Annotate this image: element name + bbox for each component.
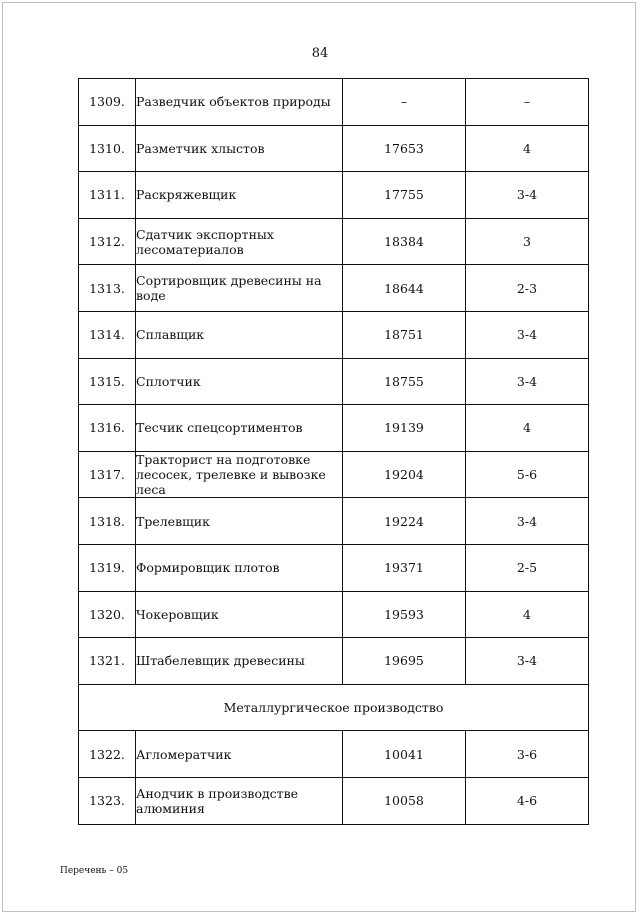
profession-name: Сдатчик экспортных лесоматериалов xyxy=(136,218,343,265)
profession-code: 18755 xyxy=(343,358,466,405)
profession-code: 19695 xyxy=(343,638,466,685)
page-number: 84 xyxy=(311,46,329,61)
table-row xyxy=(79,405,589,452)
grade-range: 4-6 xyxy=(466,777,589,824)
footer-label: Перечень – 05 xyxy=(60,866,129,876)
grade-range: 4 xyxy=(466,405,589,452)
profession-code: 17755 xyxy=(343,172,466,219)
section-row xyxy=(79,684,589,731)
profession-name: Трелевщик xyxy=(136,498,343,545)
grade-range: 3-4 xyxy=(466,172,589,219)
table-row xyxy=(79,358,589,405)
row-number: 1318. xyxy=(79,498,136,545)
profession-name: Формировщик плотов xyxy=(136,544,343,591)
grade-range: 3-4 xyxy=(466,498,589,545)
table-row xyxy=(79,218,589,265)
profession-code: 10041 xyxy=(343,731,466,778)
row-number: 1310. xyxy=(79,125,136,172)
table-row xyxy=(79,498,589,545)
profession-table xyxy=(78,78,589,825)
section-title: Металлургическое производство xyxy=(79,684,589,731)
profession-name: Разметчик хлыстов xyxy=(136,125,343,172)
table-row xyxy=(79,311,589,358)
grade-range: – xyxy=(466,79,589,126)
profession-code: – xyxy=(343,79,466,126)
row-number: 1314. xyxy=(79,311,136,358)
grade-range: 2-3 xyxy=(466,265,589,312)
profession-name: Тесчик спецсортиментов xyxy=(136,405,343,452)
grade-range: 3-4 xyxy=(466,638,589,685)
row-number: 1312. xyxy=(79,218,136,265)
grade-range: 3-6 xyxy=(466,731,589,778)
profession-code: 19224 xyxy=(343,498,466,545)
grade-range: 4 xyxy=(466,125,589,172)
table-row xyxy=(79,79,589,126)
grade-range: 3-4 xyxy=(466,311,589,358)
row-number: 1316. xyxy=(79,405,136,452)
row-number: 1322. xyxy=(79,731,136,778)
profession-name: Тракторист на подготовке лесосек, трелевке и вывозке леса xyxy=(136,451,343,498)
profession-code: 10058 xyxy=(343,777,466,824)
profession-name: Агломератчик xyxy=(136,731,343,778)
table-row xyxy=(79,125,589,172)
profession-code: 19371 xyxy=(343,544,466,591)
profession-name: Разведчик объектов природы xyxy=(136,79,343,126)
grade-range: 2-5 xyxy=(466,544,589,591)
profession-code: 18384 xyxy=(343,218,466,265)
grade-range: 4 xyxy=(466,591,589,638)
row-number: 1323. xyxy=(79,777,136,824)
row-number: 1315. xyxy=(79,358,136,405)
profession-code: 19204 xyxy=(343,451,466,498)
table-row xyxy=(79,638,589,685)
profession-code: 19593 xyxy=(343,591,466,638)
row-number: 1321. xyxy=(79,638,136,685)
table-row xyxy=(79,265,589,312)
profession-code: 19139 xyxy=(343,405,466,452)
table-row xyxy=(79,731,589,778)
table-row xyxy=(79,544,589,591)
profession-name: Штабелевщик древесины xyxy=(136,638,343,685)
row-number: 1309. xyxy=(79,79,136,126)
profession-code: 17653 xyxy=(343,125,466,172)
table-row xyxy=(79,451,589,498)
table-row xyxy=(79,172,589,219)
grade-range: 3 xyxy=(466,218,589,265)
table-row xyxy=(79,777,589,824)
profession-code: 18751 xyxy=(343,311,466,358)
table-row xyxy=(79,591,589,638)
row-number: 1311. xyxy=(79,172,136,219)
profession-name: Сплотчик xyxy=(136,358,343,405)
grade-range: 5-6 xyxy=(466,451,589,498)
row-number: 1313. xyxy=(79,265,136,312)
profession-name: Чокеровщик xyxy=(136,591,343,638)
row-number: 1320. xyxy=(79,591,136,638)
profession-name: Сплавщик xyxy=(136,311,343,358)
profession-code: 18644 xyxy=(343,265,466,312)
grade-range: 3-4 xyxy=(466,358,589,405)
profession-name: Сортировщик древесины на воде xyxy=(136,265,343,312)
profession-name: Анодчик в производстве алюминия xyxy=(136,777,343,824)
row-number: 1317. xyxy=(79,451,136,498)
row-number: 1319. xyxy=(79,544,136,591)
profession-name: Раскряжевщик xyxy=(136,172,343,219)
